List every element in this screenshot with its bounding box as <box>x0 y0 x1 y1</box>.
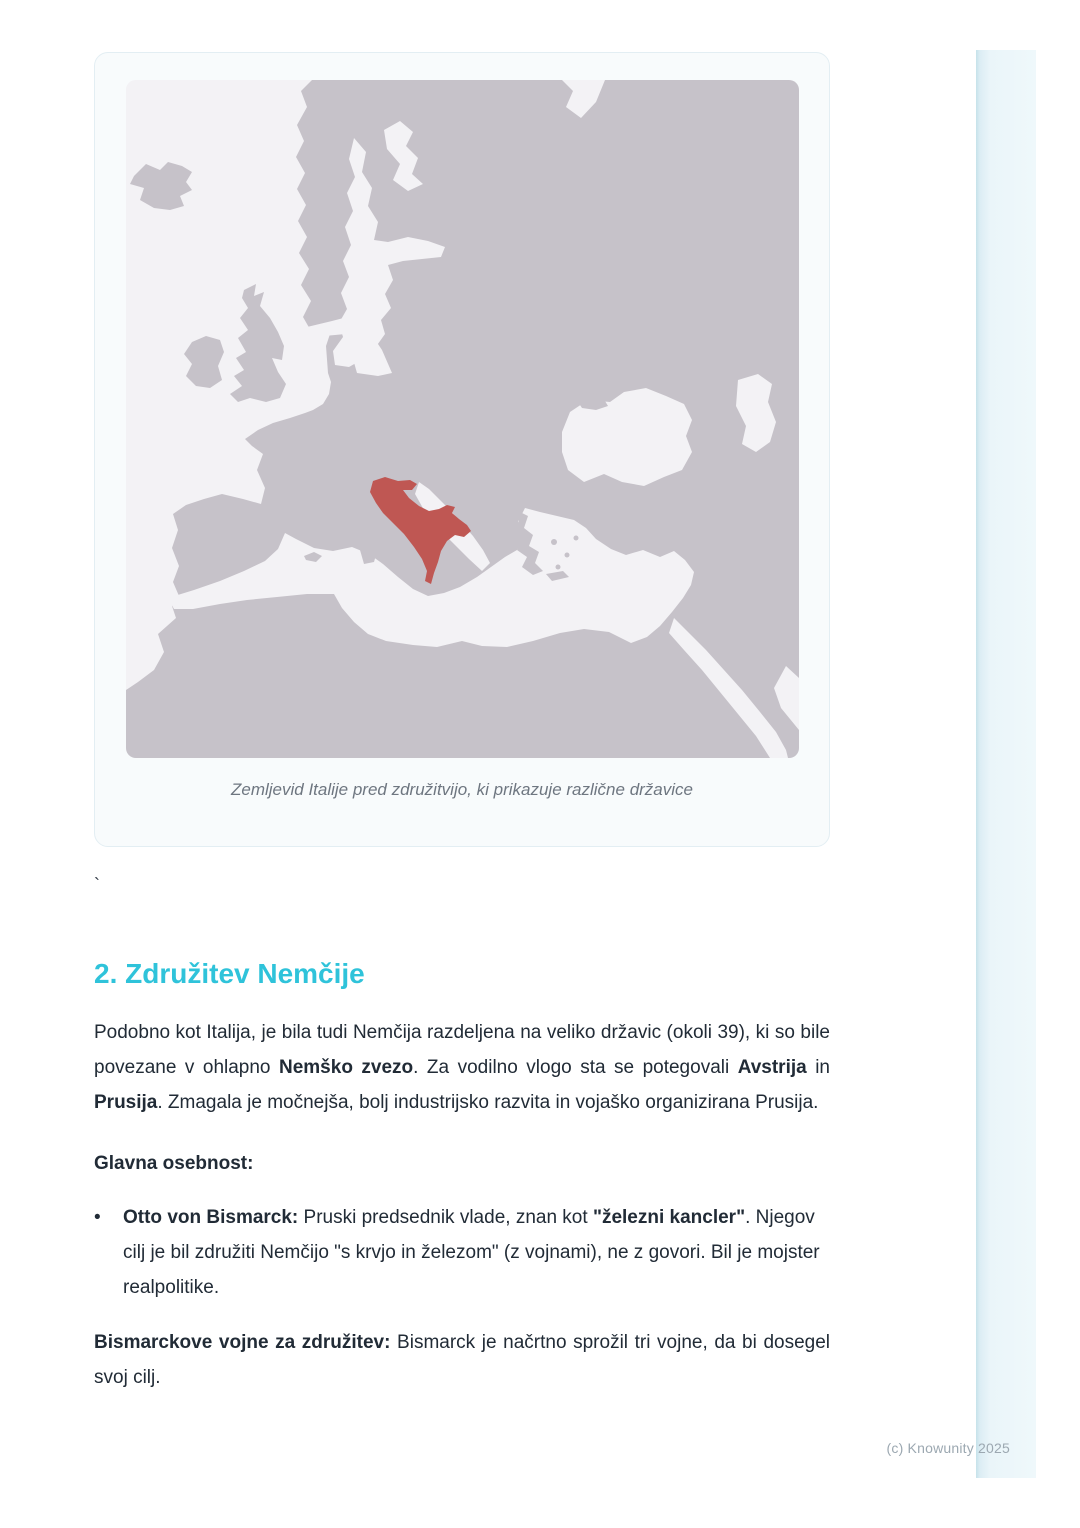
copyright-watermark: (c) Knowunity 2025 <box>886 1440 1010 1456</box>
map-figure-card <box>94 52 830 847</box>
list-item-bismarck <box>94 1200 830 1305</box>
document-content <box>94 0 830 1414</box>
paragraph-germany-intro: Podobno kot Italija, je bila tudi Nemčija razdeljena na veliko državic (okoli 39), ki so bile povezane v ohlapno Nemško zvezo. Za vodilno vlogo sta se potegovali Avstrija in Prusija. Zmagala je močnejša, bolj industrijsko razvita in vojaško organizirana Prusija. <box>94 1022 830 1113</box>
side-accent-strip <box>976 50 1036 1478</box>
paragraph-bismarck-wars: Bismarckove vojne za združitev: Bismarck je načrtno sprožil tri vojne, da bi dosegel svoj cilj. <box>94 1332 830 1388</box>
stray-backtick: ` <box>94 875 100 895</box>
paragraph-lead-glavna-osebnost: Glavna osebnost: <box>94 1153 254 1174</box>
europe-map-image <box>126 80 799 758</box>
map-caption: Zemljevid Italije pred združitvijo, ki prikazuje različne državice <box>230 780 693 799</box>
list-item-text: Otto von Bismarck: Pruski predsednik vlade, znan kot "železni kancler". Njegov cilj je bil združiti Nemčijo "s krvjo in železom" (z vojnami), ne z govori. Bil je mojster realpolitike. <box>123 1207 820 1298</box>
bullet-marker <box>94 1200 123 1305</box>
bullet-list <box>94 1200 830 1305</box>
europe-map-svg <box>126 80 799 758</box>
section-heading: 2. Združitev Nemčije <box>94 958 365 989</box>
